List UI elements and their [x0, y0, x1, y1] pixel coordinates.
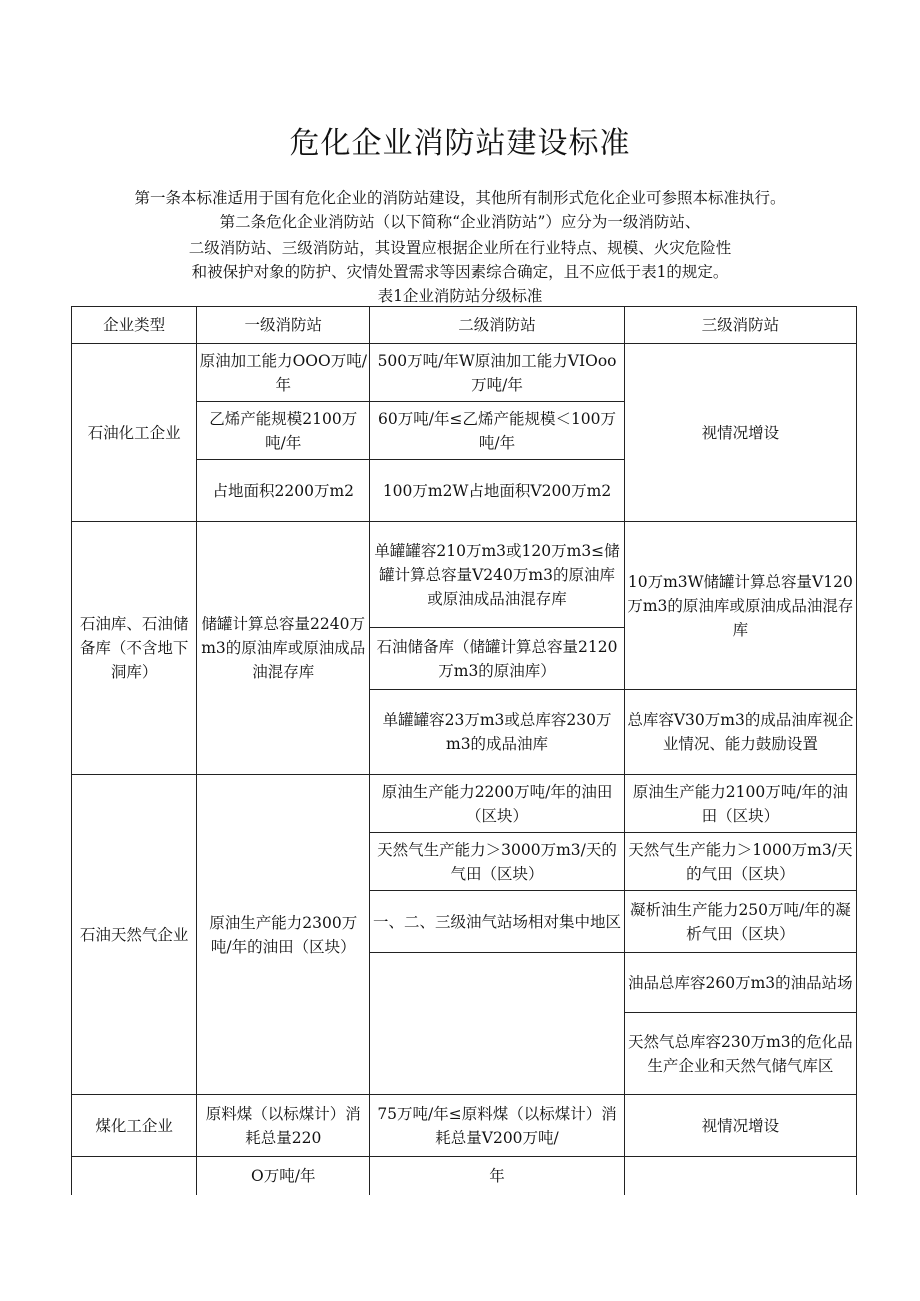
header-level-2: 二级消防站: [370, 307, 624, 344]
table-row: [72, 775, 857, 833]
cell-depot-l2-3: 单罐罐容23万m3或总库容230万m3的成品油库: [370, 690, 624, 775]
cell-oilgas-l3-2: 天然气生产能力＞1000万m3/天的气田（区块）: [624, 833, 856, 891]
paragraph-article-2-line-1: 第二条危化企业消防站（以下简称“企业消防站”）应分为一级消防站、: [219, 213, 701, 231]
fire-station-grading-table: [71, 306, 857, 1195]
cell-depot-l2-2: 石油储备库（储罐计算总容量2120万m3的原油库）: [370, 628, 624, 690]
cell-coal-l1: 原料煤（以标煤计）消耗总量220: [197, 1095, 370, 1157]
cell-petrochem-l1-3: 占地面积2200万m2: [197, 460, 370, 522]
header-level-1: 一级消防站: [197, 307, 370, 344]
cell-oilgas-l3-3: 凝析油生产能力250万吨/年的凝析气田（区块）: [624, 891, 856, 953]
table-header-row: [72, 307, 857, 344]
cell-oilgas-l3-4: 油品总库容260万m3的油品站场: [624, 953, 856, 1013]
header-level-3: 三级消防站: [624, 307, 856, 344]
paragraph-article-2-line-2: 二级消防站、三级消防站，其设置应根据企业所在行业特点、规模、火灾危险性: [188, 239, 732, 257]
table-row: [72, 1157, 857, 1195]
cell-oilgas-l3-5: 天然气总库容230万m3的危化品生产企业和天然气储气库区: [624, 1013, 856, 1095]
cell-type-oilgas: 石油天然气企业: [72, 775, 197, 1095]
cell-type-petrochem: 石油化工企业: [72, 344, 197, 522]
cell-continued-l2: 年: [370, 1157, 624, 1195]
cell-depot-l3-2: 总库容V30万m3的成品油库视企业情况、能力鼓励设置: [624, 690, 856, 775]
cell-oilgas-l1: 原油生产能力2300万吨/年的油田（区块）: [197, 775, 370, 1095]
cell-type-depot: 石油库、石油储备库（不含地下洞库）: [72, 522, 197, 775]
cell-depot-l2-1: 单罐罐容210万m3或120万m3≤储罐计算总容量V240万m3的原油库或原油成品油混存库: [370, 522, 624, 628]
cell-petrochem-l2-2: 60万吨/年≤乙烯产能规模＜100万吨/年: [370, 402, 624, 460]
cell-petrochem-l1-2: 乙烯产能规模2100万吨/年: [197, 402, 370, 460]
cell-oilgas-l2-3: 一、二、三级油气站场相对集中地区: [370, 891, 624, 953]
paragraph-article-1: 第一条本标准适用于国有危化企业的消防站建设，其他所有制形式危化企业可参照本标准执行。: [134, 189, 786, 207]
cell-petrochem-l2-3: 100万m2W占地面积V200万m2: [370, 460, 624, 522]
table-row: [72, 522, 857, 628]
cell-petrochem-l2-1: 500万吨/年W原油加工能力VIOoo万吨/年: [370, 344, 624, 402]
cell-continued-l1: O万吨/年: [197, 1157, 370, 1195]
cell-oilgas-l2-1: 原油生产能力2200万吨/年的油田（区块）: [370, 775, 624, 833]
table-caption: 表1企业消防站分级标准: [377, 287, 543, 305]
cell-continued-type: [72, 1157, 197, 1195]
cell-coal-l3: 视情况增设: [624, 1095, 856, 1157]
table-row: [72, 344, 857, 402]
table-row: [72, 1095, 857, 1157]
header-enterprise-type: 企业类型: [72, 307, 197, 344]
cell-petrochem-l3: 视情况增设: [624, 344, 856, 522]
cell-coal-l2: 75万吨/年≤原料煤（以标煤计）消耗总量V200万吨/: [370, 1095, 624, 1157]
cell-oilgas-l2-2: 天然气生产能力＞3000万m3/天的气田（区块）: [370, 833, 624, 891]
cell-petrochem-l1-1: 原油加工能力OOO万吨/年: [197, 344, 370, 402]
cell-type-coal: 煤化工企业: [72, 1095, 197, 1157]
cell-continued-l3: [624, 1157, 856, 1195]
cell-depot-l3-1: 10万m3W储罐计算总容量V120万m3的原油库或原油成品油混存库: [624, 522, 856, 690]
cell-oilgas-l3-1: 原油生产能力2100万吨/年的油田（区块）: [624, 775, 856, 833]
cell-depot-l1: 储罐计算总容量2240万m3的原油库或原油成品油混存库: [197, 522, 370, 775]
cell-oilgas-l2-4: [370, 953, 624, 1095]
document-title: 危化企业消防站建设标准: [289, 126, 631, 161]
paragraph-article-2-line-3: 和被保护对象的防护、灾情处置需求等因素综合确定，且不应低于表1的规定。: [191, 263, 729, 281]
